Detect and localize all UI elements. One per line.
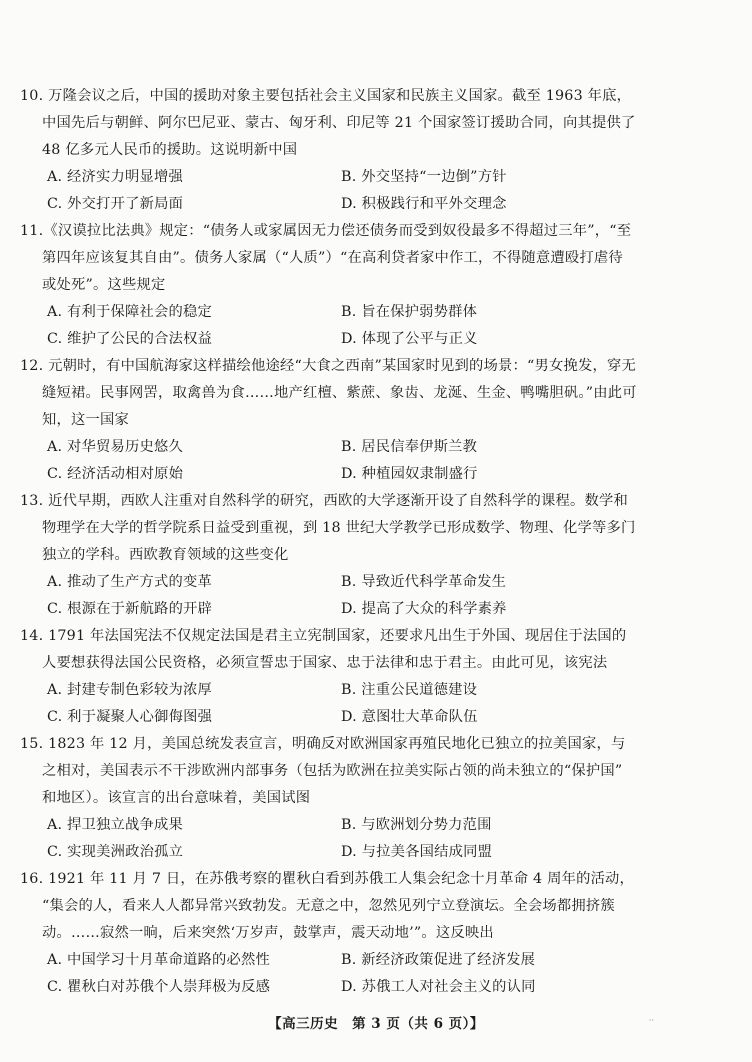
- question-line: 知，这一国家: [42, 412, 129, 428]
- question-line: 13. 近代早期，西欧人注重对自然科学的研究，西欧的大学逐渐开设了自然科学的课程。数学和: [20, 493, 628, 509]
- question-line: 48 亿多元人民币的援助。这说明新中国: [42, 142, 298, 158]
- option-a: A. 封建专制色彩较为浓厚: [47, 682, 212, 698]
- option-c: C. 外交打开了新局面: [47, 196, 184, 212]
- question-line: 之相对，美国表示不干涉欧洲内部事务（包括为欧洲在拉美实际占领的尚未独立的“保护国”: [42, 763, 623, 779]
- option-b: B. 注重公民道德建设: [341, 682, 478, 698]
- option-a: A. 有利于保障社会的稳定: [47, 304, 212, 320]
- option-d: D. 种植园奴隶制盛行: [341, 466, 478, 482]
- option-d: D. 苏俄工人对社会主义的认同: [341, 979, 536, 995]
- question-line: 15. 1823 年 12 月，美国总统发表宣言，明确反对欧洲国家再殖民地化已独立的拉美国家，与: [20, 736, 626, 752]
- option-a: A. 中国学习十月革命道路的必然性: [47, 952, 270, 968]
- page-footer: 【高三历史 第 3 页（共 6 页）】: [268, 1016, 484, 1032]
- option-b: B. 新经济政策促进了经济发展: [341, 952, 536, 968]
- option-c: C. 维护了公民的合法权益: [47, 331, 213, 347]
- question-line: 11.《汉谟拉比法典》规定：“债务人或家属因无力偿还债务而受到奴役最多不得超过三年”，“至: [20, 223, 632, 239]
- question-line: 或处死”。这些规定: [42, 277, 166, 293]
- option-d: D. 积极践行和平外交理念: [341, 196, 507, 212]
- option-b: B. 居民信奉伊斯兰教: [341, 439, 478, 455]
- option-a: A. 经济实力明显增强: [47, 169, 183, 185]
- option-b: B. 导致近代科学革命发生: [341, 574, 507, 590]
- corner-mark: ··: [648, 1016, 654, 1025]
- option-b: B. 外交坚持“一边倒”方针: [341, 169, 507, 185]
- question-line: 12. 元朝时，有中国航海家这样描绘他途经“大食之西南”某国家时见到的场景：“男女挽发，穿无: [20, 358, 636, 374]
- question-line: 10. 万隆会议之后，中国的援助对象主要包括社会主义国家和民族主义国家。截至 1963 年底，: [20, 88, 632, 104]
- question-line: 动。……寂然一晌，后来突然‘万岁声，鼓掌声，震天动地’”。这反映出: [42, 925, 494, 941]
- option-d: D. 与拉美各国结成同盟: [341, 844, 493, 860]
- question-line: 人要想获得法国公民资格，必须宣誓忠于国家、忠于法律和忠于君主。由此可见，该宪法: [42, 655, 608, 671]
- option-b: B. 旨在保护弱势群体: [341, 304, 478, 320]
- question-line: 16. 1921 年 11 月 7 日，在苏俄考察的瞿秋白看到苏俄工人集会纪念十月革命 4 周年的活动，: [20, 871, 635, 887]
- option-a: A. 对华贸易历史悠久: [47, 439, 183, 455]
- option-d: D. 体现了公平与正义: [341, 331, 478, 347]
- question-line: 和地区）。该宣言的出台意味着，美国试图: [42, 790, 311, 806]
- question-line: 物理学在大学的哲学院系日益受到重视，到 18 世纪大学教学已形成数学、物理、化学等多门: [42, 520, 636, 536]
- question-line: 中国先后与朝鲜、阿尔巴尼亚、蒙古、匈牙利、印尼等 21 个国家签订援助合同，向其提供了: [42, 115, 636, 131]
- option-c: C. 利于凝聚人心御侮图强: [47, 709, 213, 725]
- option-c: C. 瞿秋白对苏俄个人崇拜极为反感: [47, 979, 271, 995]
- option-c: C. 实现美洲政治孤立: [47, 844, 184, 860]
- option-d: D. 提高了大众的科学素养: [341, 601, 507, 617]
- option-a: A. 捍卫独立战争成果: [47, 817, 183, 833]
- option-d: D. 意图壮大革命队伍: [341, 709, 478, 725]
- option-a: A. 推动了生产方式的变革: [47, 574, 212, 590]
- question-line: 缝短裙。民事网罟，取禽兽为食……地产红檀、紫蔗、象齿、龙涎、生金、鸭嘴胆矾。”由此可: [42, 385, 637, 401]
- question-line: 14. 1791 年法国宪法不仅规定法国是君主立宪制国家，还要求凡出生于外国、现居住于法国的: [20, 628, 627, 644]
- question-line: 独立的学科。西欧教育领域的这些变化: [42, 547, 289, 563]
- question-line: 第四年应该复其自由”。债务人家属（“人质”）“在高利贷者家中作工，不得随意遭殴打虐待: [42, 250, 623, 266]
- option-c: C. 经济活动相对原始: [47, 466, 184, 482]
- option-c: C. 根源在于新航路的开辟: [47, 601, 213, 617]
- option-b: B. 与欧洲划分势力范围: [341, 817, 492, 833]
- question-line: “集会的人，看来人人都异常兴致勃发。无意之中，忽然见列宁立登演坛。全会场都拥挤簇: [42, 898, 615, 914]
